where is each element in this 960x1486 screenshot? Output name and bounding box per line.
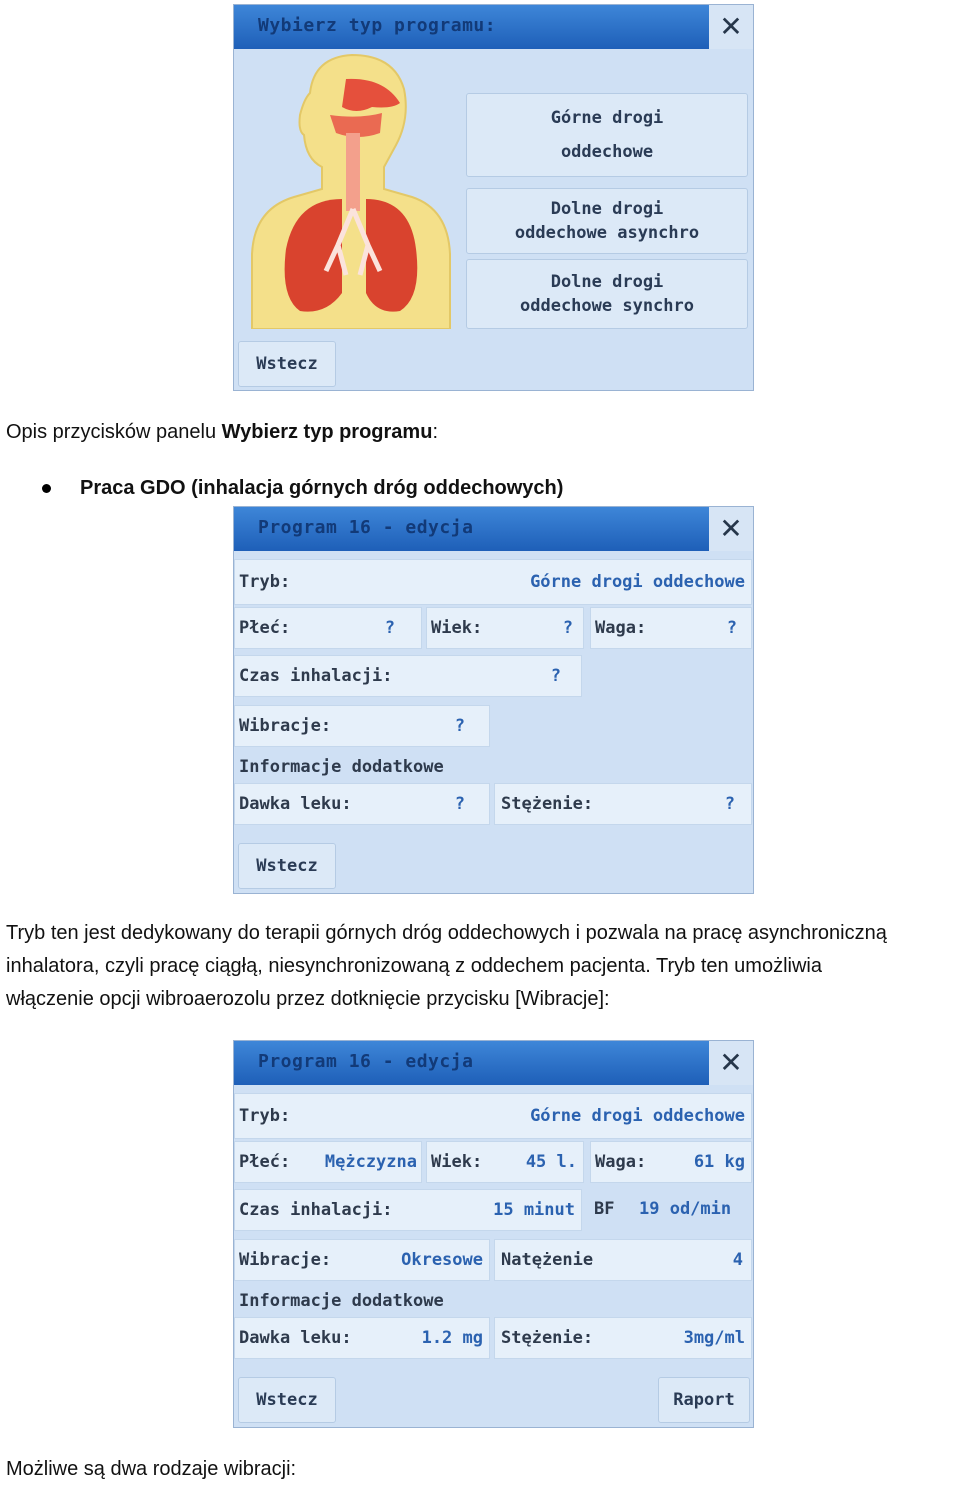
wibracje-value: Okresowe <box>401 1250 483 1270</box>
dawka-field[interactable] <box>234 783 490 825</box>
program-edit-screenshot-filled <box>233 1040 754 1428</box>
tryb-label: Tryb: <box>239 572 291 592</box>
wiek-field[interactable] <box>426 607 584 649</box>
paragraph-line-2: inhalatora, czyli pracę ciągłą, niesynchronizowaną z oddechem pacjenta. Tryb ten umożliwia <box>6 955 822 977</box>
lower-sync-line1: Dolne drogi <box>550 272 664 292</box>
natezenie-field[interactable] <box>494 1239 752 1281</box>
lower-async-line2: oddechowe asynchro <box>514 223 700 243</box>
wibracje-field[interactable] <box>234 705 490 747</box>
wiek-value: ? <box>562 618 573 638</box>
back-button[interactable]: Wstecz <box>238 1377 336 1423</box>
intro-prefix: Opis przycisków panelu <box>6 421 222 443</box>
plec-field[interactable] <box>234 607 422 649</box>
wiek-label: Wiek: <box>431 618 483 638</box>
back-button[interactable]: Wstecz <box>238 843 336 889</box>
wibracje-field[interactable] <box>234 1239 490 1281</box>
wiek-value: 45 l. <box>525 1152 577 1172</box>
lower-airways-async-button[interactable] <box>466 188 748 254</box>
czas-field[interactable] <box>234 1189 582 1231</box>
intro-bold: Wybierz typ programu <box>221 421 433 443</box>
czas-label: Czas inhalacji: <box>239 666 393 686</box>
waga-value: ? <box>726 618 737 638</box>
dawka-label: Dawka leku: <box>239 794 352 814</box>
title-bar <box>234 1041 753 1085</box>
intro-suffix: : <box>432 421 438 443</box>
tryb-field[interactable] <box>234 559 752 605</box>
footer-text: Możliwe są dwa rodzaje wibracji: <box>6 1458 297 1480</box>
paragraph-line-1: Tryb ten jest dedykowany do terapii górnych dróg oddechowych i pozwala na pracę asynchroniczną <box>6 922 887 944</box>
description-paragraph <box>6 917 960 1016</box>
wibracje-label: Wibracje: <box>239 716 332 736</box>
stezenie-field[interactable] <box>494 783 752 825</box>
screen-title: Wybierz typ programu: <box>258 15 497 36</box>
waga-label: Waga: <box>595 618 647 638</box>
natezenie-label: Natężenie <box>501 1250 594 1270</box>
back-button[interactable]: Wstecz <box>238 341 336 387</box>
waga-value: 61 kg <box>693 1152 745 1172</box>
tryb-field[interactable] <box>234 1093 752 1139</box>
czas-value: 15 minut <box>493 1200 575 1220</box>
stezenie-label: Stężenie: <box>501 1328 594 1348</box>
wiek-label: Wiek: <box>431 1152 483 1172</box>
czas-field[interactable] <box>234 655 582 697</box>
close-button[interactable]: ✕ <box>709 507 753 551</box>
czas-label: Czas inhalacji: <box>239 1200 393 1220</box>
program-type-screenshot <box>233 4 754 391</box>
dawka-field[interactable] <box>234 1317 490 1359</box>
bullet-dot <box>42 484 51 493</box>
respiratory-system-image <box>234 49 466 329</box>
report-button[interactable]: Raport <box>658 1377 750 1423</box>
close-button[interactable]: ✕ <box>709 5 753 49</box>
upper-airways-button[interactable] <box>466 93 748 177</box>
paragraph-line-3: włączenie opcji wibroaerozolu przez dotknięcie przycisku [Wibracje]: <box>6 988 610 1010</box>
bf-label: BF <box>594 1199 615 1219</box>
wibracje-label: Wibracje: <box>239 1250 332 1270</box>
dawka-value: 1.2 mg <box>421 1328 483 1348</box>
title-bar <box>234 5 753 49</box>
natezenie-value: 4 <box>732 1250 743 1270</box>
wibracje-value: ? <box>454 716 465 736</box>
plec-value: ? <box>384 618 395 638</box>
stezenie-value: 3mg/ml <box>683 1328 745 1348</box>
plec-label: Płeć: <box>239 1152 291 1172</box>
title-bar <box>234 507 753 551</box>
dawka-value: ? <box>454 794 465 814</box>
tryb-label: Tryb: <box>239 1106 291 1126</box>
intro-line <box>6 416 438 449</box>
waga-label: Waga: <box>595 1152 647 1172</box>
bf-value: 19 od/min <box>639 1199 732 1219</box>
lower-airways-sync-button[interactable] <box>466 259 748 329</box>
lower-sync-line2: oddechowe synchro <box>520 296 694 316</box>
upper-airways-line1: Górne drogi <box>550 108 664 128</box>
screen-title: Program 16 - edycja <box>258 517 474 538</box>
tryb-value: Górne drogi oddechowe <box>530 1106 745 1126</box>
info-label[interactable]: Informacje dodatkowe <box>239 757 444 777</box>
stezenie-field[interactable] <box>494 1317 752 1359</box>
dawka-label: Dawka leku: <box>239 1328 352 1348</box>
plec-label: Płeć: <box>239 618 291 638</box>
waga-field[interactable] <box>590 607 752 649</box>
stezenie-value: ? <box>724 794 735 814</box>
plec-field[interactable] <box>234 1141 422 1183</box>
wiek-field[interactable] <box>426 1141 584 1183</box>
czas-value: ? <box>550 666 561 686</box>
stezenie-label: Stężenie: <box>501 794 594 814</box>
upper-airways-line2: oddechowe <box>560 142 654 162</box>
lower-async-line1: Dolne drogi <box>550 199 664 219</box>
plec-value: Mężczyzna <box>324 1152 417 1172</box>
bullet-text: Praca GDO (inhalacja górnych dróg oddechowych) <box>80 477 564 499</box>
tryb-value: Górne drogi oddechowe <box>530 572 745 592</box>
screen-title: Program 16 - edycja <box>258 1051 474 1072</box>
info-label[interactable]: Informacje dodatkowe <box>239 1291 444 1311</box>
waga-field[interactable] <box>590 1141 752 1183</box>
close-button[interactable]: ✕ <box>709 1041 753 1085</box>
program-edit-screenshot-empty <box>233 506 754 894</box>
